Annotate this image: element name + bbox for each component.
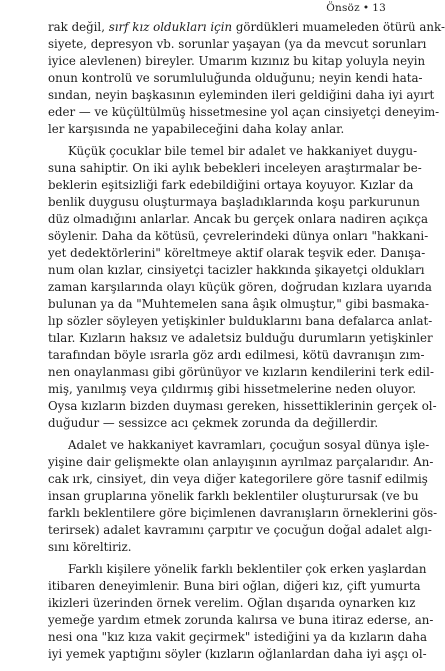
text-line: beklerin eşitsizliği fark edebildiğini ortaya koyuyor. Kızlar da (48, 178, 414, 192)
text-line: zaman karşılarında olayı küçük gören, doğrudan kızlara uyarıda (48, 280, 432, 294)
text-line: eder — ve küçültülmüş hissetmesine yol açan cinsiyetçi deneyim- (48, 105, 440, 119)
text-line: söylenir. Daha da kötüsü, çevrelerindeki dünya onları "hakkani- (48, 229, 429, 243)
text-line: iyice alevlenen) bireyler. Umarım kızınız bu kitap yoluyla neyin (48, 54, 426, 68)
text-line: onun kontrolü ve sorumluluğunda olduğunu; neyin kendi hata- (48, 71, 423, 85)
italic-emphasis: sırf kız oldukları için (108, 20, 233, 34)
text-run: rak değil, (48, 20, 109, 34)
text-line: bulunan ya da "Muhtemelen sana âşık olmuştur," gibi basmaka- (48, 297, 429, 311)
text-line: suna sahiptir. On iki aylık bebekleri inceleyen araştırmalar be- (48, 161, 422, 175)
text-line: miş, yanılmış veya çıldırmış gibi hissetmelerine neden oluyor. (48, 382, 417, 396)
text-line: Farklı kişilere yönelik farklı beklentiler çok erken yaşlardan (68, 562, 427, 576)
text-line: sından, neyin başkasının eyleminden ileri geldiğini daha iyi ayırt (48, 88, 435, 102)
text-line: Küçük çocuklar bile temel bir adalet ve hakkaniyet duygu- (68, 144, 418, 158)
paragraph (48, 437, 438, 556)
text-line: yemeğe yardım etmek zorunda kalırsa ve buna itiraz ederse, an- (48, 613, 434, 627)
separator-bullet: • (362, 2, 370, 14)
text-line: yet dedektörlerini" köreltmeye aktif olarak teşvik eder. Danışa- (48, 246, 426, 260)
text-line (48, 19, 445, 36)
text-line: num olan kızlar, cinsiyetçi tacizler hakkında şikayetçi oldukları (48, 263, 425, 277)
text-line: itibaren deneyimlenir. Buna biri oğlan, diğeri kız, çift yumurta (48, 579, 421, 593)
text-line: ikizleri üzerinden örnek verelim. Oğlan dışarıda oynarken kız (48, 596, 416, 610)
body-text (48, 19, 445, 671)
text-line: cak ırk, cinsiyet, din veya diğer kategorilere göre tasnif edilmiş (48, 472, 428, 486)
text-line: nen onaylanması gibi görünüyor ve kızların kendilerini terk edil- (48, 365, 434, 379)
text-line: insan gruplarına yönelik farklı beklentiler oluşturursak (ve bu (48, 489, 419, 503)
text-line: farklı beklentilere göre biçimlenen davranışların örneklerini gös- (48, 506, 438, 520)
text-line: düz olmadığını anlarlar. Ancak bu gerçek onlara nadiren açıkça (48, 212, 428, 226)
text-line: nesi ona "kız kıza vakit geçirmek" istediğini ya da kızların daha (48, 630, 428, 644)
paragraph (48, 143, 437, 432)
paragraph (48, 561, 434, 663)
page-number: 13 (372, 2, 386, 14)
text-line: iyi yemek yaptığını söyler (kızların oğlanlardan daha iyi aşçı ol- (48, 647, 427, 661)
section-title: Önsöz (326, 2, 360, 14)
text-line: sını köreltiriz. (48, 540, 132, 554)
text-line: Adalet ve hakkaniyet kavramları, çocuğun sosyal dünya işle- (68, 438, 430, 452)
running-head (326, 2, 386, 14)
text-line: ler karşısında ne yapabileceğini daha kolay anlar. (48, 122, 345, 136)
text-line: benlik duygusu oluşturmaya başladıklarında koşu parkurunun (48, 195, 420, 209)
text-line: tılar. Kızların haksız ve adaletsiz bulduğu durumların yetişkinler (48, 331, 433, 345)
text-line: siyete, depresyon vb. sorunlar yaşayan (ya da mevcut sorunları (48, 37, 427, 51)
text-run: gördükleri muameleden ötürü ank- (232, 20, 445, 34)
text-line: tarafından böyle ısrarla göz ardı edilmesi, kötü davranışın zım- (48, 348, 425, 362)
text-line: terirsek) adalet kavramını çarpıtır ve çocuğun doğal adalet algı- (48, 523, 432, 537)
text-line: lıp sözler söyleyen yetişkinler bulduklarını bana defalarca anlat- (48, 314, 433, 328)
paragraph (48, 19, 445, 138)
text-line: duğudur — sessizce acı çekmek zorunda da değillerdir. (48, 416, 379, 430)
text-line: yişine dair gelişmekte olan anlayışının ayrılmaz parçalarıdır. An- (48, 455, 434, 469)
text-line: Oysa kızların bizden duyması gereken, hissettiklerinin gerçek ol- (48, 399, 437, 413)
